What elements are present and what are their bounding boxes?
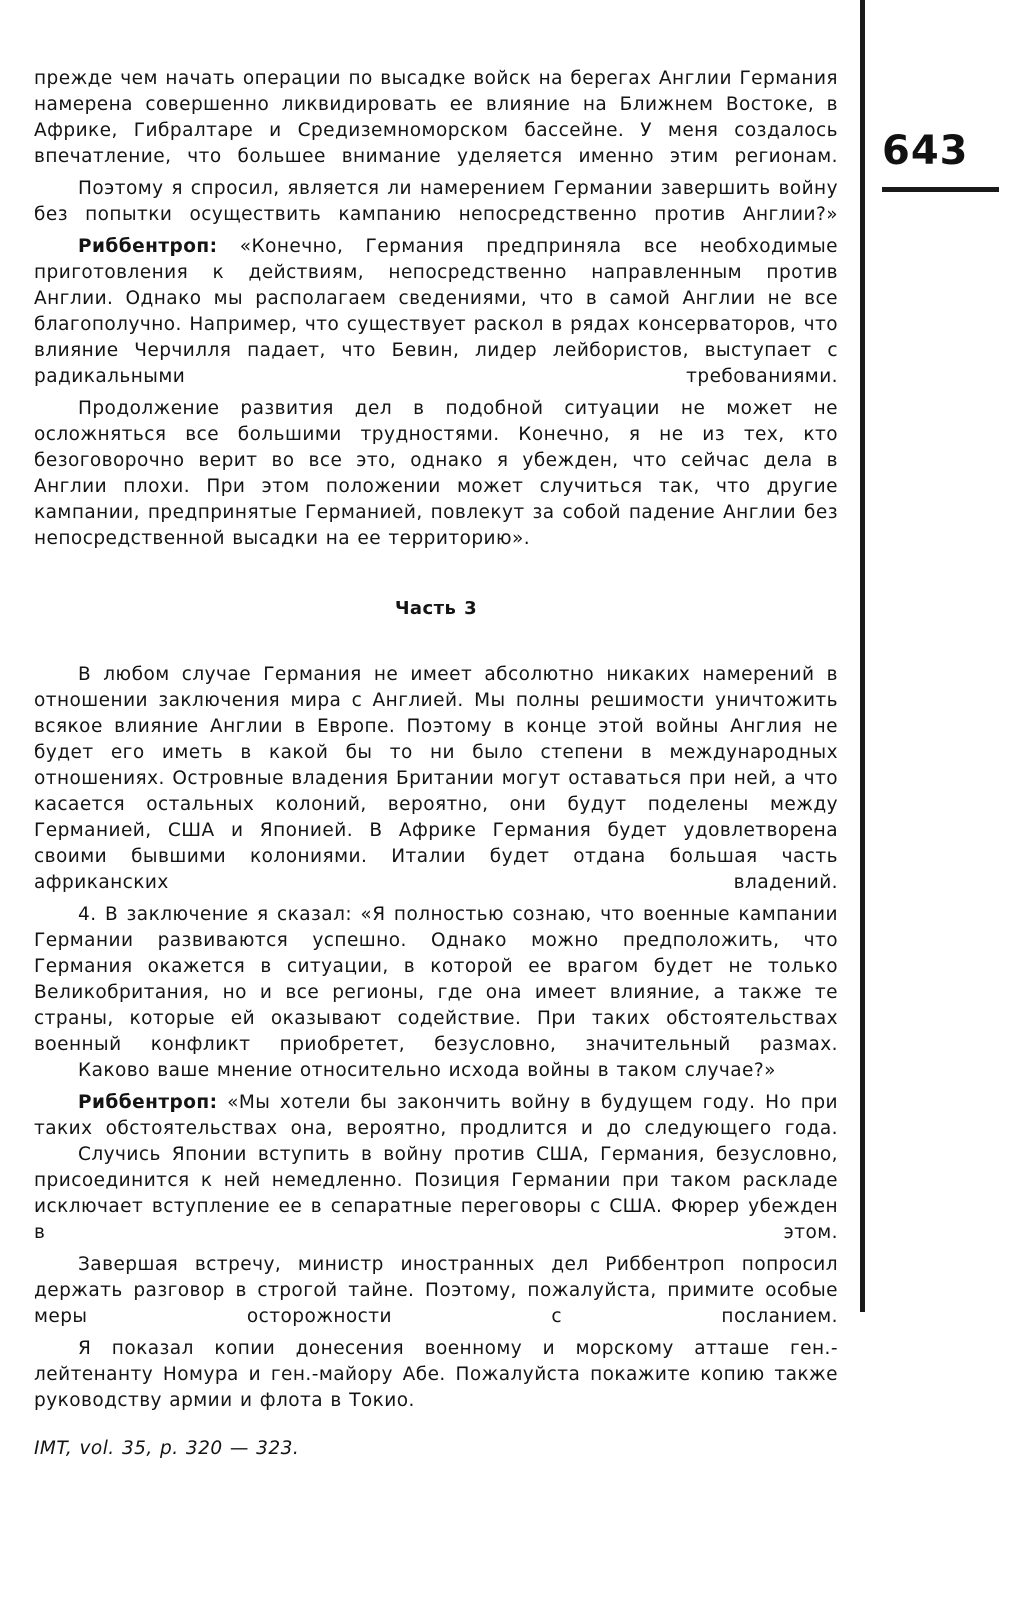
page-number: 643 — [882, 128, 969, 174]
margin-rule — [860, 0, 865, 1312]
paragraph: 4. В заключение я сказал: «Я полностью сознаю, что военные кампании Германии развиваются успешно. Однако можно предположить, что Германия окажется в ситуации, в которой ее врагом будет не только Великобритания, но и все регионы, где она имеет влияние, а также те страны, которые ей оказывают содействие. При таких обстоятельствах военный конфликт приобретет, безусловно, значительный размах. — [34, 904, 838, 1055]
paragraph-text: «Мы хотели бы закончить войну в будущем году. Но при таких обстоятельствах она, вероятно, продлится и до следующего года. — [34, 1092, 838, 1139]
speaker-label: Риббентроп: — [78, 236, 218, 257]
main-text-column — [34, 66, 838, 1462]
paragraph: В любом случае Германия не имеет абсолютно никаких намерений в отношении заключения мира с Англией. Мы полны решимости уничтожить всякое влияние Англии в Европе. Поэтому в конце этой войны Англия не будет его иметь в какой бы то ни было степени в международных отношениях. Островные владения Британии могут оставаться при ней, а что касается остальных колоний, вероятно, они будут поделены между Германией, США и Японией. В Африке Германия будет удовлетворена своими бывшими колониями. Италии будет отдана большая часть африканских владений. — [34, 664, 838, 893]
paragraph: Случись Японии вступить в войну против США, Германия, безусловно, присоединится к ней немедленно. Позиция Германии при таком раскладе исключает вступление ее в сепаратные переговоры с США. Фюрер убежден в этом. — [34, 1144, 838, 1243]
paragraph: прежде чем начать операции по высадке войск на берегах Англии Германия намерена совершенно ликвидировать ее влияние на Ближнем Востоке, в Африке, Гибралтаре и Средиземноморском бассейне. У меня создалось впечатление, что большее внимание уделяется именно этим регионам. — [34, 68, 838, 167]
paragraph: Поэтому я спросил, является ли намерением Германии завершить войну без попытки осуществить кампанию непосредственно против Англии?» — [34, 178, 838, 225]
paragraph-text: «Конечно, Германия предприняла все необходимые приготовления к действиям, непосредственно направленным против Англии. Однако мы располагаем сведениями, что в самой Англии не все благополучно. Например, что существует раскол в рядах консерваторов, что влияние Черчилля падает, что Бевин, лидер лейбористов, выступает с радикальными требованиями. — [34, 236, 838, 387]
paragraph — [34, 1090, 838, 1142]
paragraph: Я показал копии донесения военному и морскому атташе ген.-лейтенанту Номура и ген.-майору Абе. Пожалуйста покажите копию также руководству армии и флота в Токио. — [34, 1338, 838, 1411]
paragraph: Завершая встречу, министр иностранных дел Риббентроп попросил держать разговор в строгой тайне. Поэтому, пожалуйста, примите особые меры осторожности с посланием. — [34, 1254, 838, 1327]
speaker-label: Риббентроп: — [78, 1092, 218, 1113]
section-heading: Часть 3 — [394, 598, 478, 619]
paragraph: Каково ваше мнение относительно исхода войны в таком случае?» — [78, 1060, 776, 1081]
paragraph: Продолжение развития дел в подобной ситуации не может не осложняться все большими трудностями. Конечно, я не из тех, кто безоговорочно верит во все это, однако я убежден, что сейчас дела в Англии плохи. При этом положении может случиться так, что другие кампании, предпринятые Германией, повлекут за собой падение Англии без непосредственной высадки на ее территорию». — [34, 398, 838, 549]
paragraph — [34, 234, 838, 390]
source-note: IMT, vol. 35, p. 320 — 323. — [34, 1438, 300, 1459]
page-number-rule — [882, 187, 999, 192]
